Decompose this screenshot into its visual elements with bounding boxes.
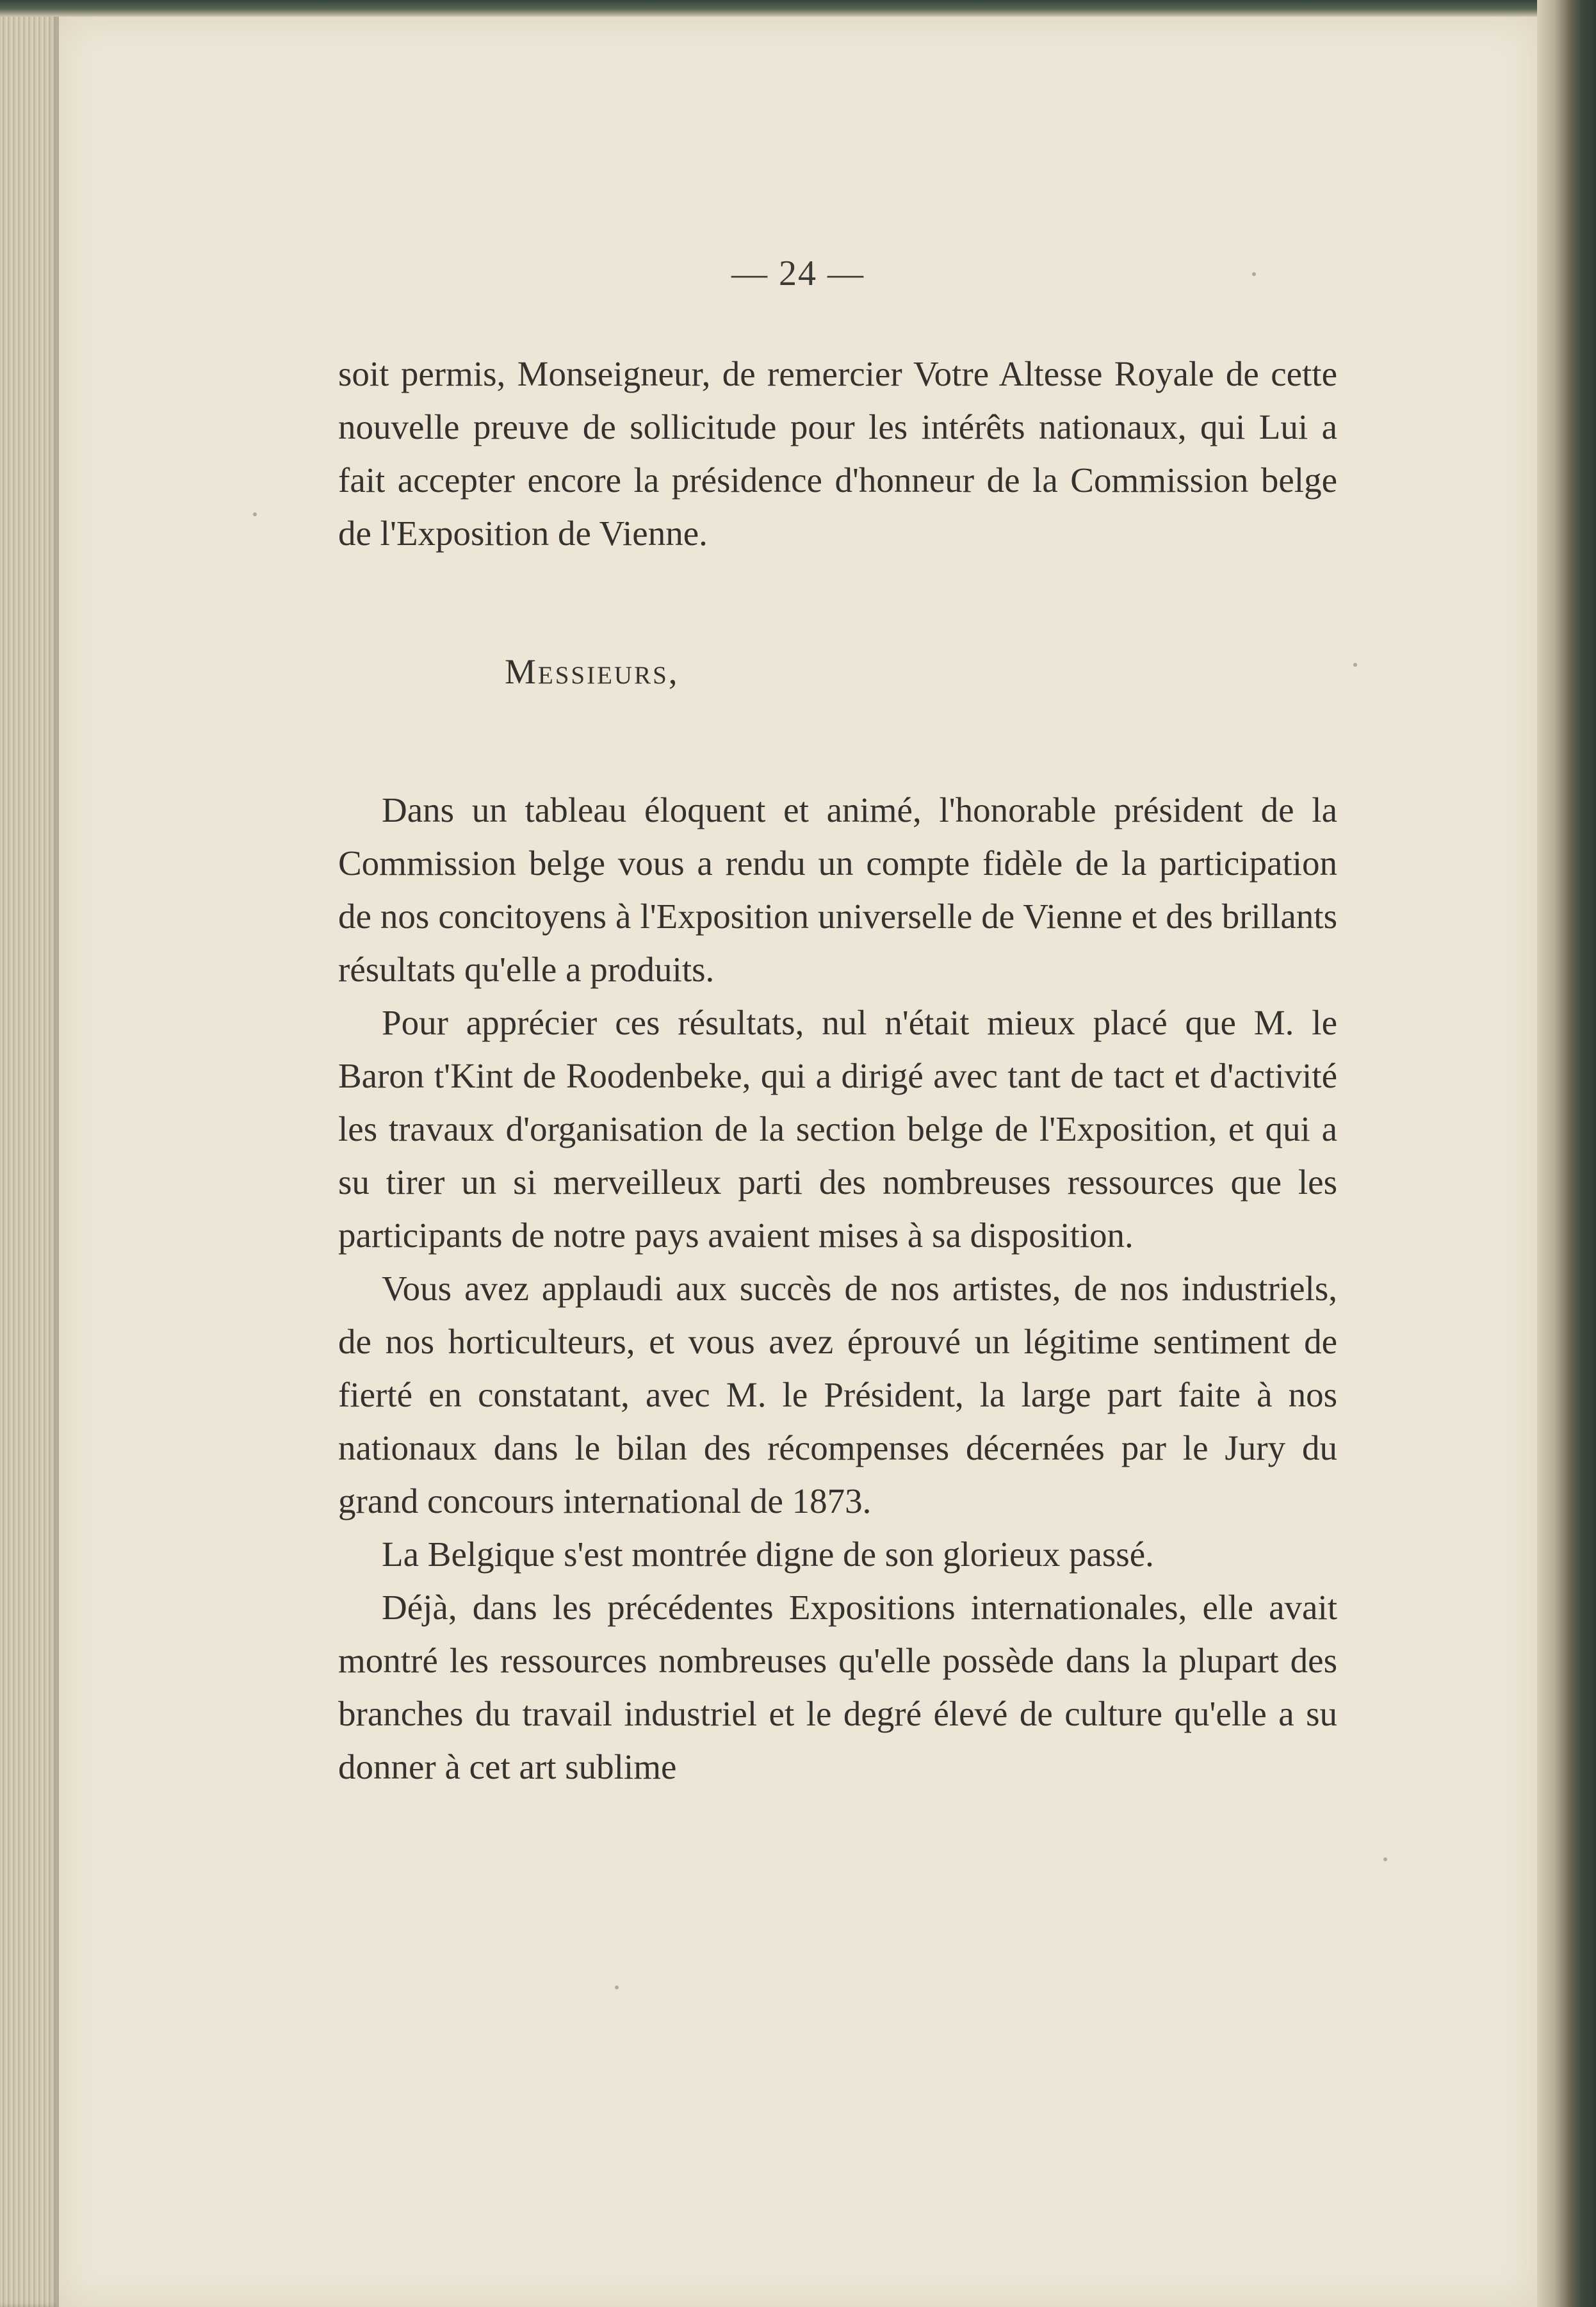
book-spine bbox=[1537, 0, 1596, 2307]
paragraph: Pour apprécier ces résultats, nul n'était mieux placé que M. le Baron t'Kint de Roodenbeke, qui a dirigé avec tant de tact et d'activité les travaux d'organisation de la section belge de l'Exposition, et qui a su tirer un si merveilleux parti des nombreuses ressources que les participants de notre pays avaient mises à sa disposition. bbox=[338, 1003, 1337, 1255]
salutation: Messieurs, bbox=[505, 652, 680, 691]
paragraph: Vous avez applaudi aux succès de nos artistes, de nos industriels, de nos horticulteurs, et vous avez éprouvé un légitime sentiment de fierté en constatant, avec M. le Président, la large part faite à nos nationaux dans le bilan des récompenses décernées par le Jury du grand concours international de 1873. bbox=[338, 1269, 1337, 1520]
paper-speck bbox=[253, 512, 257, 516]
book-page-edges bbox=[0, 0, 59, 2307]
paper-speck bbox=[1383, 1857, 1387, 1861]
paper-speck bbox=[615, 1985, 619, 1989]
paper-speck bbox=[1252, 272, 1256, 276]
paper-speck bbox=[1353, 663, 1357, 667]
paragraph: La Belgique s'est montrée digne de son glorieux passé. bbox=[382, 1535, 1154, 1574]
paragraph: Dans un tableau éloquent et animé, l'honorable président de la Commission belge vous a rendu un compte fidèle de la participation de nos concitoyens à l'Exposition universelle de Vienne et des brillants résultats qu'elle a produits. bbox=[338, 790, 1337, 989]
book-cover-top bbox=[0, 0, 1596, 17]
intro-paragraph: soit permis, Monseigneur, de remercier Votre Altesse Royale de cette nouvelle preuve de sollicitude pour les intérêts nationaux, qui Lui a fait accepter encore la présidence d'honneur de la Commission belge de l'Exposition de Vienne. bbox=[338, 354, 1337, 553]
body-text bbox=[338, 347, 1337, 1793]
paragraph: Déjà, dans les précédentes Expositions internationales, elle avait montré les ressources nombreuses qu'elle possède dans la plupart des branches du travail industriel et le degré élevé de culture qu'elle a su donner à cet art sublime bbox=[338, 1588, 1337, 1786]
page-number: — 24 — bbox=[731, 254, 865, 293]
